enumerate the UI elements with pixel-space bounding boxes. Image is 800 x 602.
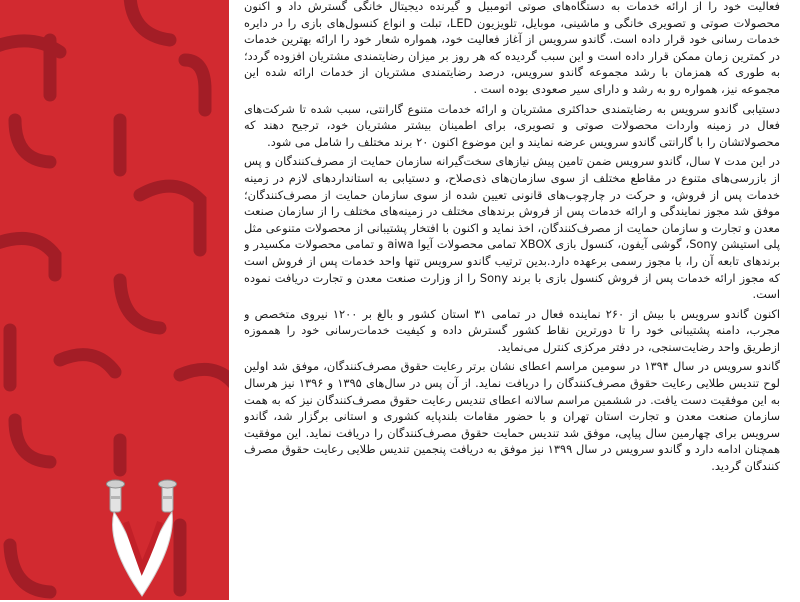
about-text-body: [244, 0, 780, 602]
paragraph-intro: فعالیت خود را از ارائه خدمات به دستگاه‌های صوتی اتومبیل و گیرنده دیجیتال خانگی گسترش داد و اکنون محصولات صوتی و تصویری خانگی و ماشینی، موبایل، تلویزیون LED، تبلت و انواع کنسول‌های بازی را در دایره خدمات رسانی خود قرار داده است. گاندو سرویس از آغاز فعالیت خود، همواره شعار خود را ارائه بهترین خدمات در کمترین زمان ممکن قرار داده است و این سبب گردیده که هر روز بر میزان رضایتمندی مشتریان افزوده گردد؛ به طوری که همزمان با رشد مجموعه گاندو سرویس، درصد رضایتمندی مشتریان از خدمات ارائه شده این مجموعه نیز، همواره رو به رشد و دارای سیر صعودی بوده است .: [244, 0, 780, 96]
red-side-panel: [0, 0, 229, 600]
gando-logo-icon: [96, 470, 192, 600]
paragraph-guarantee: دستیابی گاندو سرویس به رضایتمندی حداکثری مشتریان و ارائه خدمات متنوع گارانتی، سبب شده تا شرکت‌های فعال در زمینه واردات محصولات صوتی و تصویری، برای اطمینان بیشتر مشتریان خود، ترجیح دهند که محصولاتشان را با گارانتی گاندو سرویس عرضه نمایند و این موضوع اکنون ۲۰ برند مختلف را شامل می شود.: [244, 101, 780, 149]
paragraph-network: اکنون گاندو سرویس با بیش از ۲۶۰ نماینده فعال در تمامی ۳۱ استان کشور و بالغ بر ۱۲۰۰ نیروی متخصص و مجرب، دامنه پشتیبانی خود را تا دورترین نقاط کشور گسترش داده و کیفیت خدمات‌رسانی خود را همموزه ازطریق واحد رضایت‌سنجی، در دفتر مرکزی کنترل می‌نماید.: [244, 306, 780, 354]
paragraph-awards: گاندو سرویس در سال ۱۳۹۴ در سومین مراسم اعطای نشان برتر رعایت حقوق مصرف‌کنندگان، موفق شد اولین لوح تندیس طلایی رعایت حقوق مصرف‌کنندگان را دریافت نماید. از آن پس در سال‌های ۱۳۹۵ و ۱۳۹۶ نیز هرسال به این موفقیت دست یافت. در ششمین مراسم سالانه اعطای تندیس رعایت حقوق مصرف‌کنندگان نیز که به همت سازمان صنعت معدن و تجارت استان تهران و با حضور مقامات بلندپایه کشوری و استانی برگزار شد، گاندو سرویس برای چهارمین سال پیاپی، موفق شد تندیس حمایت حقوق مصرف‌کنندگان را دریافت نماید. این موفقیت همچنان ادامه دارد و گاندو سرویس در سال ۱۳۹۹ نیز موفق به دریافت پنجمین تندیس طلایی رعایت حقوق مصرف کنندگان گردید.: [244, 359, 780, 474]
paragraph-licenses: در این مدت ۷ سال، گاندو سرویس ضمن تامین پیش نیازهای سخت‌گیرانه سازمان حمایت از مصرف‌کنندگان و پس از بازرسی‌های متنوع در مقاطع مختلف از سوی سازمان‌های ذی‌صلاح، و دستیابی به استانداردهای لازم در زمینه خدمات پس از فروش، و حرکت در چارچوب‌های قانونی تعیین شده از سوی سازمان حمایت از مصرف‌کنندگان؛ موفق شد مجوز نمایندگی و ارائه خدمات پس از فروش برندهای مختلف در زمینه‌های مختلف را از سازمان صنعت معدن و تجارت و سازمان حمایت از مصرف‌کنندگان، اخذ نماید و اکنون با افتخار پشتیبانی از محصولات متنوعی مثل پلی استیشن Sony، گوشی آیفون، کنسول بازی XBOX تمامی محصولات آیوا aiwa و تمامی محصولات مکسیدر و برندهای تابعه آن را، با مجوز رسمی برعهده دارد.بدین ترتیب گاندو سرویس تنها واحد خدمات پس از فروش است که مجوز ارائه خدمات پس از فروش کنسول بازی با برند Sony را از وزارت صنعت معدن و تجارت دریافت نموده است.: [244, 154, 780, 302]
